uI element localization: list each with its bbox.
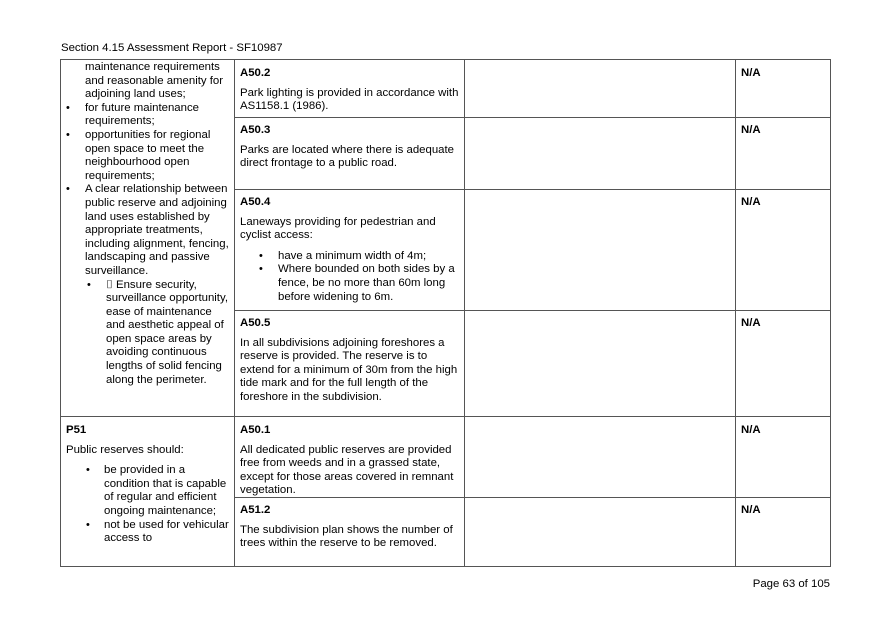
- criteria-sublist: [61, 279, 231, 388]
- table-border-right: [830, 59, 831, 567]
- control-cell-a50-1: [240, 424, 462, 498]
- list-item: • opportunities for regional open space to meet the neighbourhood open requirements;: [61, 129, 231, 183]
- row-divider: [234, 310, 831, 311]
- control-code: A50.5: [240, 317, 271, 329]
- row-divider: [234, 117, 831, 118]
- performance-criteria-cell: [61, 61, 231, 387]
- control-cell-a50-2: [240, 67, 462, 114]
- criteria-continuation-text: maintenance requirements and reasonable amenity for adjoining land uses;: [85, 61, 224, 101]
- criteria-code: P51: [66, 424, 87, 436]
- block-divider: [60, 416, 831, 417]
- performance-criteria-p51: [66, 424, 232, 546]
- control-description: Parks are located where there is adequate direct frontage to a public road.: [240, 143, 455, 170]
- status-cell: N/A: [741, 317, 761, 329]
- control-cell-a50-5: [240, 317, 462, 405]
- criteria-intro: Public reserves should:: [66, 443, 184, 456]
- list-item: • not be used for vehicular access to: [66, 519, 232, 546]
- list-item: • A clear relationship between public reserve and adjoining land uses established by appropriate treatments, including alignment, fencing, landscaping and passive surveillance.: [61, 183, 231, 278]
- criteria-list: [61, 102, 231, 279]
- control-cell-a50-3: [240, 124, 462, 171]
- criteria-list: [66, 464, 232, 546]
- control-code: A51.2: [240, 504, 271, 516]
- row-divider: [234, 189, 831, 190]
- status-cell: N/A: [741, 196, 761, 208]
- control-cell-a50-4: [240, 196, 462, 304]
- column-divider: [234, 59, 235, 567]
- list-item: • Where bounded on both sides by a fence, be no more than 60m long before widening to 6m.: [240, 263, 462, 304]
- status-cell: N/A: [741, 124, 761, 136]
- list-item: • ⌷ Ensure security, surveillance opportunity, ease of maintenance and aesthetic appeal of open space areas by avoiding continuous lengths of solid fencing along the perimeter.: [61, 279, 231, 388]
- column-divider: [464, 59, 465, 567]
- page-number: Page 63 of 105: [752, 578, 830, 590]
- control-code: A50.1: [240, 424, 271, 436]
- status-cell: N/A: [741, 67, 761, 79]
- control-description: In all subdivisions adjoining foreshores a reserve is provided. The reserve is to extend for a minimum of 30m from the high tide mark and for the full length of the foreshore in the subdivision.: [240, 336, 458, 403]
- control-cell-a51-2: [240, 504, 462, 551]
- table-border-top: [60, 59, 831, 60]
- table-border-bottom: [60, 566, 831, 567]
- control-code: A50.2: [240, 67, 271, 79]
- control-description: Park lighting is provided in accordance with AS1158.1 (1986).: [240, 86, 459, 113]
- control-description: Laneways providing for pedestrian and cyclist access:: [240, 215, 436, 242]
- control-code: A50.3: [240, 124, 271, 136]
- control-code: A50.4: [240, 196, 271, 208]
- control-description: The subdivision plan shows the number of trees within the reserve to be removed.: [240, 523, 453, 550]
- document-header: Section 4.15 Assessment Report - SF10987: [61, 42, 283, 54]
- column-divider: [735, 59, 736, 567]
- list-item: • have a minimum width of 4m;: [240, 250, 462, 264]
- control-description: All dedicated public reserves are provided free from weeds and in a grassed state, except for those areas covered in remnant vegetation.: [240, 443, 454, 497]
- control-bullet-list: [240, 250, 462, 304]
- list-item: • for future maintenance requirements;: [61, 102, 231, 129]
- status-cell: N/A: [741, 504, 761, 516]
- list-item: • be provided in a condition that is capable of regular and efficient ongoing maintenance;: [66, 464, 232, 518]
- status-cell: N/A: [741, 424, 761, 436]
